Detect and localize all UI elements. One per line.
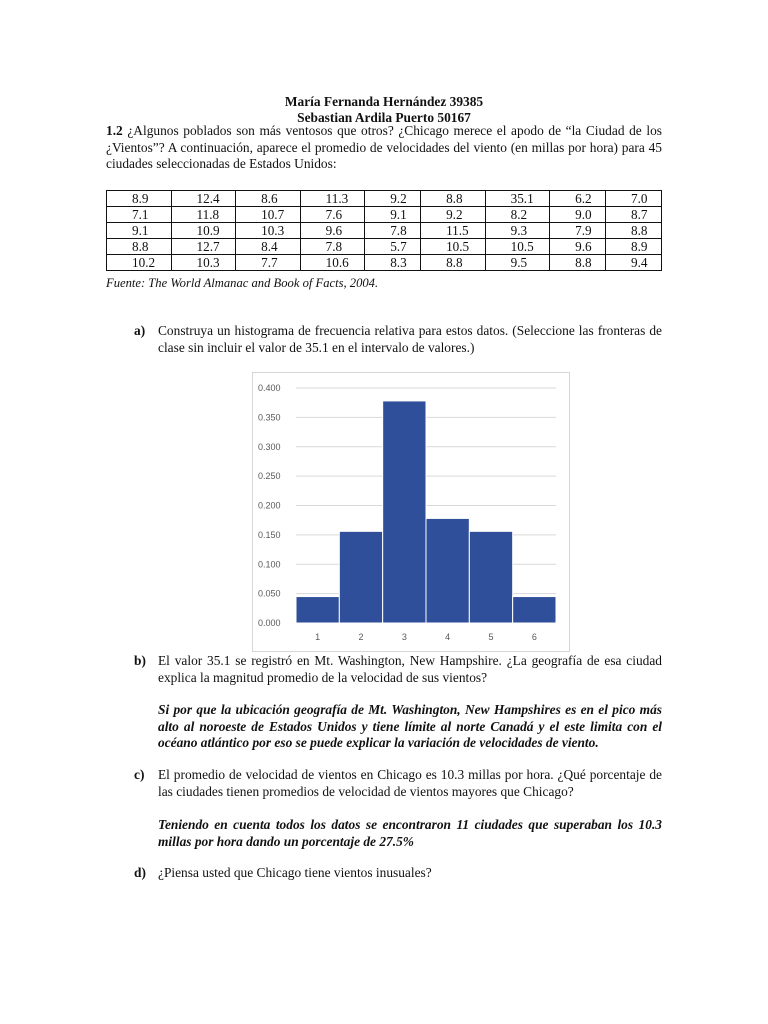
question-b-label: b) — [134, 653, 146, 668]
x-tick-label: 5 — [488, 632, 494, 642]
table-cell: 8.8 — [421, 191, 486, 207]
table-cell: 7.8 — [300, 239, 365, 255]
question-b-text: El valor 35.1 se registró en Mt. Washington, New Hampshire. ¿La geografía de esa ciudad explica la magnitud promedio de la velocidad de sus vientos? — [158, 653, 662, 685]
y-tick-label: 0.300 — [258, 441, 281, 452]
table-cell: 8.2 — [485, 207, 550, 223]
y-tick-label: 0.250 — [258, 471, 281, 482]
histogram-bar — [426, 518, 469, 623]
histogram-bar — [339, 531, 382, 623]
question-c — [134, 767, 662, 800]
table-cell: 10.5 — [421, 239, 486, 255]
y-tick-label: 0.200 — [258, 500, 281, 511]
relative-frequency-histogram — [252, 372, 570, 652]
question-d — [134, 865, 662, 882]
table-cell: 11.5 — [421, 223, 486, 239]
table-cell: 9.4 — [606, 255, 662, 271]
histogram-bar — [296, 597, 339, 623]
question-a-text: Construya un histograma de frecuencia relativa para estos datos. (Seleccione las fronteras de clase sin incluir el valor de 35.1 en el intervalo de valores.) — [158, 323, 662, 355]
histogram-svg — [253, 373, 569, 651]
x-tick-label: 6 — [531, 632, 537, 642]
table-cell: 7.9 — [550, 223, 606, 239]
table-cell: 7.8 — [365, 223, 421, 239]
answer-c: Teniendo en cuenta todos los datos se encontraron 11 ciudades que superaban los 10.3 millas por hora dando un porcentaje de 27.5% — [158, 817, 662, 849]
x-tick-label: 4 — [445, 632, 451, 642]
table-cell: 10.7 — [236, 207, 301, 223]
table-cell: 8.7 — [606, 207, 662, 223]
table-cell: 9.5 — [485, 255, 550, 271]
question-b — [134, 653, 662, 686]
x-tick-label: 3 — [401, 632, 407, 642]
table-cell: 7.1 — [107, 207, 172, 223]
table-cell: 10.5 — [485, 239, 550, 255]
question-d-label: d) — [134, 865, 146, 880]
table-cell: 8.6 — [236, 191, 301, 207]
table-cell: 7.0 — [606, 191, 662, 207]
problem-statement — [106, 123, 662, 173]
table-cell: 12.4 — [171, 191, 236, 207]
source-citation: Fuente: The World Almanac and Book of Facts, 2004. — [106, 276, 379, 290]
table-row — [107, 191, 662, 207]
y-tick-label: 0.400 — [258, 383, 281, 393]
histogram-bar — [383, 401, 426, 623]
question-c-label: c) — [134, 767, 145, 782]
y-tick-label: 0.150 — [258, 529, 281, 540]
table-cell: 10.3 — [171, 255, 236, 271]
table-cell: 10.3 — [236, 223, 301, 239]
table-cell: 9.1 — [107, 223, 172, 239]
table-cell: 7.7 — [236, 255, 301, 271]
table-cell: 8.8 — [606, 223, 662, 239]
question-a-label: a) — [134, 323, 146, 338]
table-row — [107, 255, 662, 271]
table-cell: 12.7 — [171, 239, 236, 255]
table-cell: 9.0 — [550, 207, 606, 223]
problem-number: 1.2 — [106, 123, 123, 138]
table-cell: 9.6 — [550, 239, 606, 255]
histogram-bar — [469, 531, 512, 623]
y-tick-label: 0.100 — [258, 559, 281, 570]
question-c-text: El promedio de velocidad de vientos en Chicago es 10.3 millas por hora. ¿Qué porcentaje de las ciudades tienen promedios de velocidad de vientos mayores que Chicago? — [158, 767, 662, 799]
table-cell: 10.6 — [300, 255, 365, 271]
table-row — [107, 207, 662, 223]
table-cell: 8.8 — [421, 255, 486, 271]
problem-text: ¿Algunos poblados son más ventosos que otros? ¿Chicago merece el apodo de “la Ciudad de los ¿Vientos”? A continuación, aparece el promedio de velocidades del viento (en millas por hora) para 45 ciudades seleccionadas de Estados Unidos: — [106, 123, 662, 172]
table-cell: 8.3 — [365, 255, 421, 271]
y-tick-label: 0.000 — [258, 618, 281, 628]
table-cell: 8.8 — [550, 255, 606, 271]
table-cell: 8.4 — [236, 239, 301, 255]
x-tick-label: 1 — [315, 632, 321, 642]
table-cell: 8.9 — [107, 191, 172, 207]
question-a — [134, 323, 662, 356]
table-cell: 11.8 — [171, 207, 236, 223]
author-line-1: María Fernanda Hernández 39385 — [284, 94, 484, 109]
answer-b: Si por que la ubicación geografía de Mt. Washington, New Hampshires es en el pico más alto al noroeste de Estados Unidos y tiene límite al norte Canadá y el este limita con el océano atlántico por eso se puede explicar la variación de velocidades de viento. — [158, 702, 662, 751]
table-cell: 8.8 — [107, 239, 172, 255]
table-cell: 9.2 — [421, 207, 486, 223]
wind-speed-table — [106, 190, 662, 271]
y-tick-label: 0.050 — [258, 588, 281, 599]
table-cell: 35.1 — [485, 191, 550, 207]
table-cell: 5.7 — [365, 239, 421, 255]
table-cell: 6.2 — [550, 191, 606, 207]
table-cell: 11.3 — [300, 191, 365, 207]
table-cell: 9.1 — [365, 207, 421, 223]
table-cell: 10.9 — [171, 223, 236, 239]
table-cell: 10.2 — [107, 255, 172, 271]
table-cell: 8.9 — [606, 239, 662, 255]
question-d-text: ¿Piensa usted que Chicago tiene vientos inusuales? — [158, 865, 432, 880]
author-line-2: Sebastian Ardila Puerto 50167 — [297, 110, 471, 125]
table-cell: 9.3 — [485, 223, 550, 239]
table-cell: 9.6 — [300, 223, 365, 239]
table-row — [107, 239, 662, 255]
table-row — [107, 223, 662, 239]
table-cell: 7.6 — [300, 207, 365, 223]
histogram-bar — [513, 597, 556, 623]
y-tick-label: 0.350 — [258, 412, 281, 423]
table-cell: 9.2 — [365, 191, 421, 207]
x-tick-label: 2 — [358, 632, 364, 642]
